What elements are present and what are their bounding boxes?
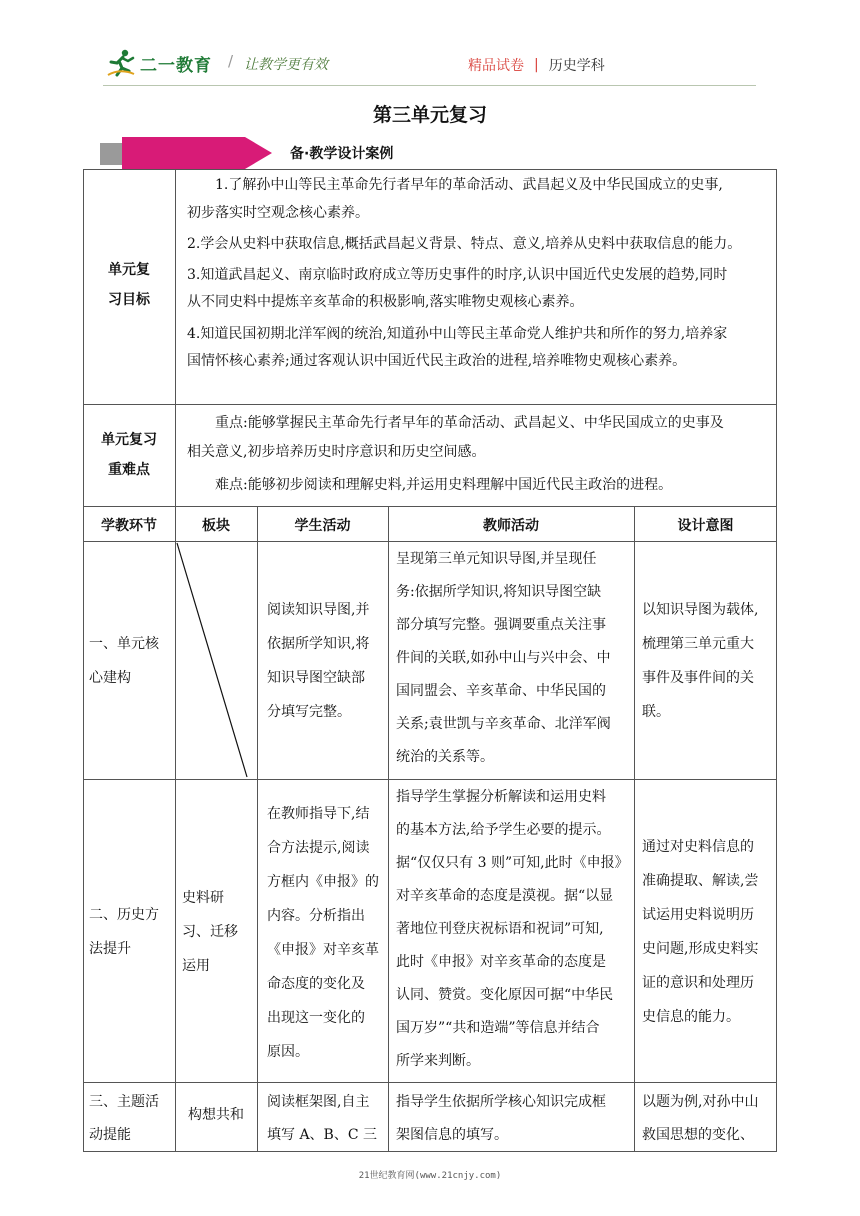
section-banner	[100, 137, 770, 169]
header-tags	[468, 55, 605, 75]
cell-line: 务:依据所学知识,将知识导图空缺	[396, 584, 602, 600]
grid-line	[83, 169, 777, 170]
cell-line: 习、迁移	[182, 924, 238, 940]
column-header: 设计意图	[677, 518, 734, 534]
cell-line: 知识导图空缺部	[267, 670, 365, 686]
cell-line: 指导学生掌握分析解读和运用史料	[396, 789, 606, 805]
logo	[106, 48, 212, 78]
grid-line	[83, 1082, 777, 1083]
cell-line: 试运用史料说明历	[642, 907, 754, 923]
cell-line: 呈现第三单元知识导图,并呈现任	[396, 551, 597, 567]
cell-line: 以知识导图为载体,	[642, 602, 759, 618]
goal-line: 初步落实时空观念核心素养。	[187, 204, 369, 221]
page-title: 第三单元复习	[372, 104, 487, 126]
cell-line: 救国思想的变化、	[642, 1127, 754, 1143]
cell-line: 证的意识和处理历	[642, 975, 754, 991]
column-header: 学生活动	[294, 518, 351, 534]
cell-line: 国万岁”“共和造端”等信息并结合	[396, 1020, 600, 1036]
tag-subject: 历史学科	[548, 58, 605, 74]
runner-logo-icon	[106, 48, 136, 78]
column-header: 学教环节	[101, 518, 157, 534]
table-row-3-block	[175, 1102, 257, 1130]
cell-line: 动提能	[89, 1127, 131, 1143]
table-row-1-teacher	[396, 543, 636, 774]
goal-line: 从不同史料中提炼辛亥革命的积极影响,落实唯物史观核心素养。	[187, 294, 584, 310]
cell-line: 心建构	[89, 670, 131, 686]
cell-line: 内容。分析指出	[267, 908, 365, 924]
grid-line	[83, 169, 84, 1152]
slogan: 让教学更有效	[244, 57, 328, 73]
section-label: 备·教学设计案例	[290, 146, 394, 162]
cell-line: 方框内《申报》的	[267, 874, 379, 890]
logo-text: 二一教育	[140, 55, 212, 76]
cell-line: 构想共和	[188, 1107, 244, 1123]
cell-line: 史问题,形成史料实	[642, 941, 759, 957]
page-header	[0, 0, 860, 90]
cell-line: 一、单元核	[89, 636, 159, 652]
grid-line	[175, 169, 176, 541]
key-points-label-line: 重难点	[108, 462, 150, 478]
cell-line: 此时《申报》对辛亥革命的态度是	[396, 954, 606, 970]
cell-line: 对辛亥革命的态度是漠视。据“以显	[396, 888, 614, 904]
cell-line: 出现这一变化的	[267, 1010, 365, 1026]
cell-line: 件间的关联,如孙中山与兴中会、中	[396, 650, 611, 666]
goal-line: 1.了解孙中山等民主革命先行者早年的革命活动、武昌起义及中华民国成立的史事,	[215, 177, 723, 193]
goals-label	[83, 255, 175, 315]
column-header: 板块	[202, 518, 230, 534]
grid-line	[257, 506, 258, 1152]
table-row-3-stage	[89, 1086, 175, 1152]
grid-line	[83, 404, 777, 405]
cell-line: 著地位刊登庆祝标语和祝词”可知,	[396, 921, 604, 937]
cell-line: 部分填写完整。强调要重点关注事	[396, 617, 606, 633]
cell-line: 运用	[182, 958, 210, 974]
cell-line: 法提升	[89, 941, 131, 957]
table-row-2-intent	[642, 830, 777, 1034]
lesson-table	[83, 169, 777, 1152]
table-row-1-student	[267, 593, 392, 729]
goal-line: 3.知道武昌起义、南京临时政府成立等历史事件的时序,认识中国近代史发展的趋势,同时	[187, 266, 728, 283]
table-row-3-student	[267, 1086, 392, 1152]
goal-line: 国情怀核心素养;通过客观认识中国近代民主政治的进程,培养唯物史观核心素养。	[187, 353, 687, 369]
goals-text	[187, 172, 777, 376]
key-point-line: 难点:能够初步阅读和理解史料,并运用史料理解中国近代民主政治的进程。	[215, 477, 673, 493]
goals-label-line: 习目标	[108, 292, 150, 308]
slogan-separator: /	[228, 52, 234, 70]
cell-line: 认同、赞赏。变化原因可据“中华民	[396, 987, 614, 1003]
cell-line: 三、主题活	[89, 1094, 159, 1110]
cell-line: 通过对史料信息的	[642, 839, 754, 855]
goals-label-line: 单元复	[108, 262, 150, 278]
cell-line: 原因。	[267, 1044, 309, 1060]
table-row-1-stage	[89, 627, 175, 695]
page-footer: 21世纪教育网(www.21cnjy.com)	[358, 1171, 502, 1181]
header-divider	[103, 85, 756, 86]
key-point-line: 重点:能够掌握民主革命先行者早年的革命活动、武昌起义、中华民国成立的史事及	[215, 415, 724, 431]
key-point-line: 相关意义,初步培养历史时序意识和历史空间感。	[187, 444, 486, 460]
key-points-label	[83, 425, 175, 485]
cell-line: 所学来判断。	[396, 1053, 480, 1069]
cell-line: 准确提取、解读,尝	[642, 873, 759, 889]
cell-line: 指导学生依据所学核心知识完成框	[396, 1094, 606, 1110]
cell-line: 填写 A、B、C 三	[267, 1127, 378, 1143]
key-points-label-line: 单元复习	[101, 432, 157, 448]
key-points-text	[187, 409, 777, 500]
cell-line: 的基本方法,给予学生必要的提示。	[396, 822, 611, 838]
cell-line: 史信息的能力。	[642, 1009, 740, 1025]
cell-line: 在教师指导下,结	[267, 806, 370, 822]
cell-line: 关系;袁世凯与辛亥革命、北洋军阀	[396, 716, 611, 732]
table-row-2-stage	[89, 898, 175, 966]
table-row-1-intent	[642, 593, 777, 729]
cell-line: 合方法提示,阅读	[267, 840, 370, 856]
table-row-2-teacher	[396, 781, 636, 1078]
goal-line: 2.学会从史料中获取信息,概括武昌起义背景、特点、意义,培养从史料中获取信息的能力。	[187, 236, 742, 252]
grid-line	[83, 779, 777, 780]
cell-line: 依据所学知识,将	[267, 636, 370, 652]
grid-line	[83, 506, 777, 507]
table-row-2-block	[182, 881, 257, 983]
cell-line: 统治的关系等。	[396, 749, 494, 765]
goal-line: 4.知道民国初期北洋军阀的统治,知道孙中山等民主革命党人维护共和所作的努力,培养家	[187, 325, 728, 342]
table-row-3-intent	[642, 1086, 777, 1152]
banner-arrow-pink-icon	[122, 137, 272, 169]
tag-separator: |	[534, 57, 539, 73]
cell-line: 史料研	[182, 890, 224, 906]
cell-line: 联。	[642, 704, 670, 720]
table-row-2-student	[267, 797, 392, 1069]
table-row-3-teacher	[396, 1086, 636, 1152]
cell-line: 阅读框架图,自主	[267, 1094, 370, 1110]
cell-line: 阅读知识导图,并	[267, 602, 370, 618]
cell-line: 事件及事件间的关	[642, 670, 754, 686]
cell-line: 命态度的变化及	[267, 976, 365, 992]
empty-cell-diagonal	[175, 541, 257, 779]
cell-line: 据“仅仅只有 3 则”可知,此时《申报》	[396, 855, 629, 871]
cell-line: 架图信息的填写。	[396, 1127, 508, 1143]
cell-line: 《申报》对辛亥革	[267, 942, 379, 958]
column-header: 教师活动	[483, 518, 539, 534]
cell-line: 分填写完整。	[267, 704, 351, 720]
cell-line: 国同盟会、辛亥革命、中华民国的	[396, 683, 606, 699]
cell-line: 二、历史方	[89, 907, 159, 923]
tag-premium: 精品试卷	[468, 58, 524, 74]
cell-line: 梳理第三单元重大	[642, 636, 754, 652]
cell-line: 以题为例,对孙中山	[642, 1094, 759, 1110]
